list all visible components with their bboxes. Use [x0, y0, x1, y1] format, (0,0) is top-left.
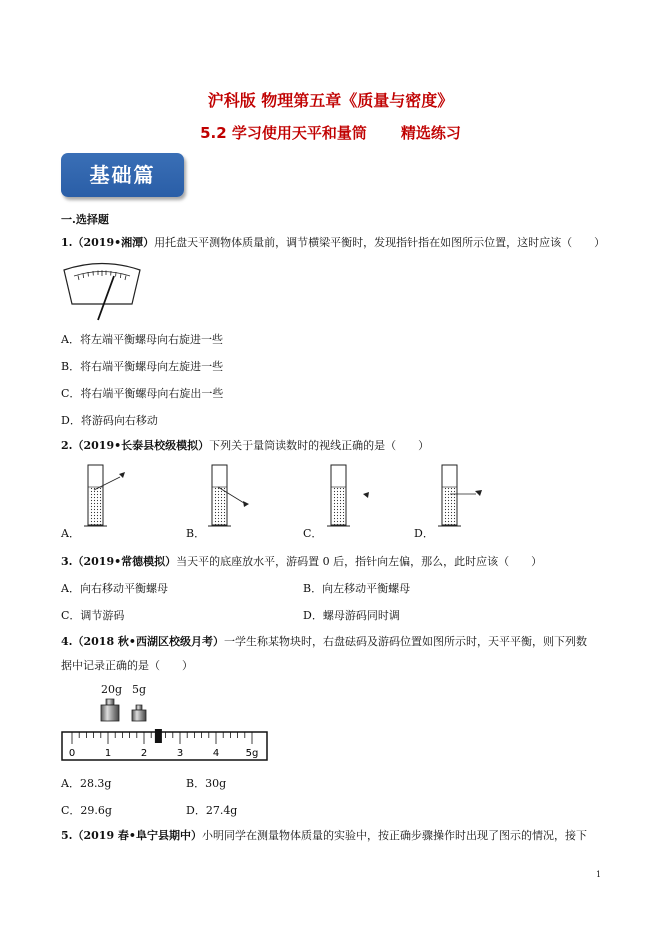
balance-pointer-figure [60, 260, 144, 322]
rider-marker [155, 729, 162, 743]
q3-option-a: A．向右移动平衡螺母 [61, 582, 168, 595]
q2-option-b: B． [186, 527, 206, 540]
q1-text: 用托盘天平测物体质量前，调节横梁平衡时，发现指针指在如图所示位置，这时应该（ ） [154, 236, 606, 249]
q2-option-d: D． [414, 527, 434, 540]
cylinder-figure-b [208, 463, 258, 533]
cylinder-figure-c [327, 463, 377, 533]
q3-text: 当天平的底座放水平，游码置 0 后，指针向左偏，那么，此时应该（ ） [176, 555, 543, 568]
q1-source: （2019•湘潭） [72, 236, 155, 249]
section-banner: 基础篇 [61, 153, 184, 197]
question-2 [61, 439, 429, 453]
q4-text-line-2: 据中记录正确的是（ ） [61, 659, 193, 672]
q5-number: 5. [61, 829, 73, 842]
q2-source: （2019•长泰县校级模拟） [72, 439, 210, 452]
q4-text-line-1: 一学生称某物块时，右盘砝码及游码位置如图所示时，天平平衡，则下列数 [223, 635, 587, 648]
ruler-body [62, 732, 267, 760]
question-4-line-1 [61, 635, 587, 649]
weight-label-20g: 20g [101, 683, 123, 696]
q5-text: 小明同学在测量物体质量的实验中，按正确步骤操作时出现了图示的情况，接下 [201, 829, 587, 842]
q1-option-d: D．将游码向右移动 [61, 414, 158, 427]
ruler-tick-label: 1 [104, 748, 112, 759]
weight-5g [132, 705, 146, 721]
q3-number: 3. [61, 555, 73, 568]
rider-ruler-figure [60, 724, 270, 764]
subtitle-left: 5.2 学习使用天平和量筒 [200, 124, 367, 142]
q4-option-d: D．27.4g [186, 804, 238, 817]
ruler-tick-label: 5g [245, 748, 259, 759]
weight-20g [101, 699, 119, 721]
q2-text: 下列关于量筒读数时的视线正确的是（ ） [209, 439, 430, 452]
question-1 [61, 236, 605, 250]
q3-option-b: B．向左移动平衡螺母 [303, 582, 411, 595]
question-3 [61, 555, 542, 569]
q1-option-a: A．将左端平衡螺母向右旋进一些 [61, 333, 223, 346]
ruler-tick-label: 0 [68, 748, 76, 759]
q4-option-b: B．30g [186, 777, 227, 790]
subtitle-right: 精选练习 [400, 124, 461, 142]
cylinder-figure-a [84, 463, 134, 533]
q2-option-c: C． [303, 527, 323, 540]
ruler-tick-label: 3 [176, 748, 184, 759]
page-number: 1 [596, 870, 602, 879]
q1-option-b: B．将右端平衡螺母向左旋进一些 [61, 360, 224, 373]
scale-ticks [78, 270, 126, 280]
q4-number: 4. [61, 635, 73, 648]
q3-option-c: C．调节游码 [61, 609, 125, 622]
q3-source: （2019•常德模拟） [72, 555, 177, 568]
q4-option-a: A．28.3g [61, 777, 112, 790]
scale-plate [64, 264, 140, 305]
section-label: 一.选择题 [61, 213, 109, 226]
pointer-needle [98, 276, 114, 320]
q2-option-a: A． [61, 527, 80, 540]
q4-source: （2018 秋•西湖区校级月考） [72, 635, 224, 648]
q3-option-d: D．螺母游码同时调 [303, 609, 400, 622]
ruler-tick-label: 4 [212, 748, 220, 759]
cylinder-figure-d [438, 463, 493, 533]
eye-icon [475, 490, 482, 496]
q5-source: （2019 春•阜宁县期中） [72, 829, 202, 842]
q4-option-c: C．29.6g [61, 804, 112, 817]
weights-figure [98, 697, 158, 723]
eye-icon [363, 492, 369, 498]
q1-number: 1. [61, 236, 73, 249]
q2-number: 2. [61, 439, 73, 452]
ruler-tick-label: 2 [140, 748, 148, 759]
weight-label-5g: 5g [132, 683, 147, 696]
document-title: 沪科版 物理第五章《质量与密度》 [207, 91, 454, 110]
document-subtitle [0, 122, 661, 143]
question-5 [61, 829, 587, 843]
q1-option-c: C．将右端平衡螺母向右旋出一些 [61, 387, 224, 400]
eye-icon [243, 501, 249, 507]
